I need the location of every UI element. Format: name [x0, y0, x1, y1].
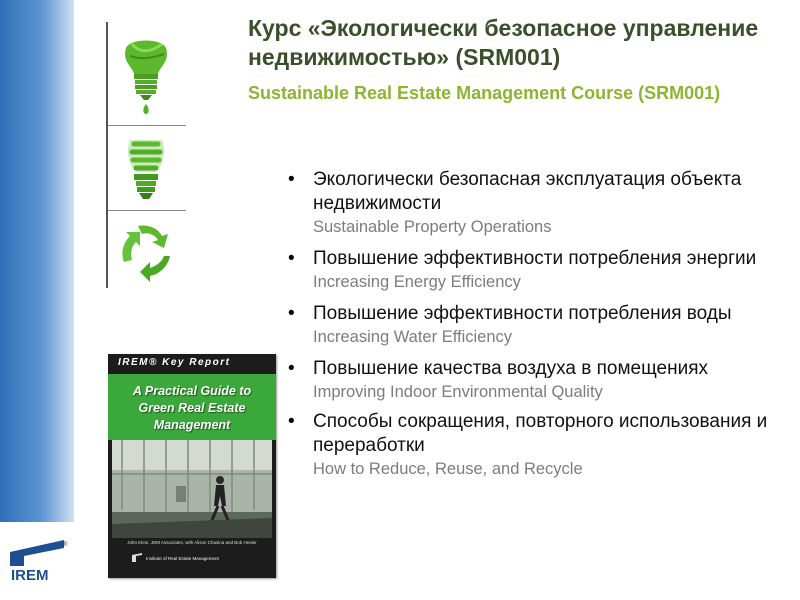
- registered-mark: ®: [63, 542, 68, 548]
- recycle-hands-icon: [118, 222, 174, 282]
- topic-ru: Повышение эффективности потребления воды: [313, 303, 732, 324]
- topic-en: Sustainable Property Operations: [313, 218, 552, 236]
- topic-en: Increasing Energy Efficiency: [313, 273, 521, 291]
- topic-en: Improving Indoor Environmental Quality: [313, 383, 603, 401]
- bullet-marker: •: [288, 303, 295, 324]
- bullet-marker: •: [288, 411, 295, 432]
- icon-divider-vertical: [106, 22, 108, 288]
- icon-column: [106, 22, 186, 288]
- cfl-bulb-icon: [118, 134, 174, 206]
- topic-en: Increasing Water Efficiency: [313, 328, 512, 346]
- page-subtitle: Sustainable Real Estate Management Course (SRM001): [248, 83, 721, 103]
- bullet-marker: •: [288, 248, 295, 269]
- topic-ru: Способы сокращения, повторного использования и переработки: [313, 411, 768, 456]
- book-authors: John Klein, JDM Associates, with Alison Chasina and Bob Hester: [127, 540, 257, 545]
- office-lobby-photo: [112, 440, 272, 538]
- page-title: Курс «Экологически безопасное управление недвижимостью» (SRM001): [248, 15, 759, 70]
- topic-ru: Экологически безопасная эксплуатация объекта недвижимости: [313, 169, 742, 214]
- book-cover-photo: [112, 440, 272, 538]
- topic-list: [288, 168, 788, 489]
- book-publisher: Institute of Real Estate Management: [146, 556, 219, 561]
- icon-divider-1: [108, 125, 186, 126]
- list-item: [288, 357, 788, 403]
- list-item: [288, 302, 788, 348]
- topic-ru: Повышение качества воздуха в помещениях: [313, 358, 708, 379]
- list-item: [288, 168, 788, 238]
- irem-mini-logo-icon: [132, 553, 142, 562]
- left-decor-strip: [0, 0, 74, 600]
- book-title: A Practical Guide to Green Real Estate Management: [132, 384, 252, 432]
- bullet-marker: •: [288, 169, 295, 190]
- list-item: [288, 247, 788, 293]
- irem-logo-mark-icon: [10, 540, 64, 566]
- book-series: IREM® Key Report: [118, 357, 231, 368]
- list-item: [288, 410, 788, 480]
- green-bulb-drop-icon: [118, 34, 174, 116]
- irem-logo-text: IREM: [11, 567, 49, 584]
- bullet-marker: •: [288, 358, 295, 379]
- topic-en: How to Reduce, Reuse, and Recycle: [313, 460, 583, 478]
- book-cover: [108, 354, 276, 578]
- icon-divider-2: [108, 210, 186, 211]
- topic-ru: Повышение эффективности потребления энергии: [313, 248, 757, 269]
- irem-logo: [8, 540, 66, 588]
